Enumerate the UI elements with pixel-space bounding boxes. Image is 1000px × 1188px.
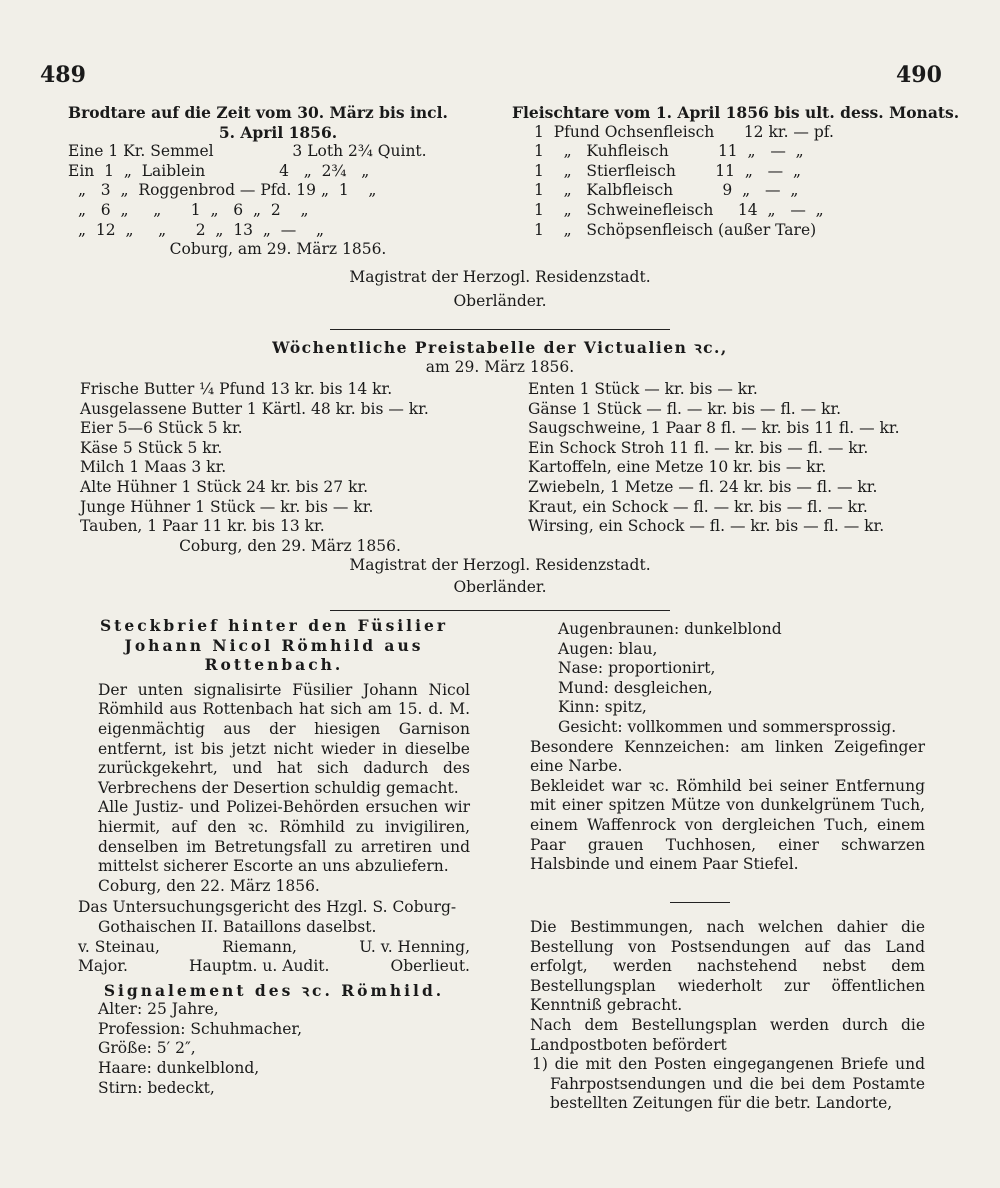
price-item: Saugschweine, 1 Paar 8 fl. — kr. bis 11 fl. — kr.	[528, 419, 900, 438]
price-table-title: Wöchentliche Preistabelle der Victualien ꝛc.,	[272, 338, 728, 357]
price-place-date: Coburg, den 29. März 1856.	[179, 536, 401, 555]
signalement-item: Augenbraunen: dunkelblond	[558, 620, 782, 638]
signalement-item: Gesicht: vollkommen und sommersprossig.	[558, 717, 897, 736]
warrant-place-date: Coburg, den 22. März 1856.	[98, 876, 320, 895]
signatory-rank: Major.	[78, 957, 128, 976]
bread-place-date: Coburg, am 29. März 1856.	[169, 240, 387, 259]
signalement-title: Signalement des ꝛc. Römhild.	[103, 980, 445, 1000]
price-item: Wirsing, ein Schock — fl. — kr. bis — fl. — kr.	[528, 517, 885, 536]
bread-row: „ 6 „ „ 1 „ 6 „ 2 „	[78, 200, 309, 219]
meat-row: 1 „ Kuhfleisch 11 „ — „	[534, 142, 804, 161]
signalement-item: Mund: desgleichen,	[558, 678, 713, 697]
signalement-item: Kinn: spitz,	[558, 698, 647, 717]
bread-title: Brodtare auf die Zeit vom 30. März bis incl.	[68, 103, 448, 122]
signatory-rank: Oberlieut.	[390, 957, 470, 976]
signatory-name: v. Steinau,	[78, 937, 160, 956]
bread-subtitle: 5. April 1856.	[218, 122, 338, 142]
clothing-description: Bekleidet war ꝛc. Römhild bei seiner Entfernung mit einer spitzen Mütze von dunkelgrünem Tuch, einem Waffenrock von dergleichen Tuch, einem Paar grauen Tuchhosen, einer schwarzen Halsbinde und einem Paar Stiefel.	[530, 776, 925, 874]
price-list-left	[80, 380, 500, 556]
meat-row: 1 Pfund Ochsenfleisch 12 kr. — pf.	[534, 122, 834, 141]
price-item: Käse 5 Stück 5 kr.	[80, 438, 223, 457]
page-number-right: 490	[896, 62, 942, 88]
warrant-right-column	[510, 620, 925, 875]
signalement-item: Alter: 25 Jahre,	[98, 1000, 219, 1019]
oberlaender-signature-2: Oberländer.	[453, 578, 547, 596]
court-name: Gothaischen II. Bataillons daselbst.	[98, 917, 377, 936]
price-item: Ein Schock Stroh 11 fl. — kr. bis — fl. — kr.	[528, 438, 869, 457]
short-divider	[670, 902, 730, 903]
bread-row: Eine 1 Kr. Semmel 3 Loth 2¾ Quint.	[68, 142, 427, 161]
price-item: Milch 1 Maas 3 kr.	[80, 458, 227, 477]
price-item: Gänse 1 Stück — fl. — kr. bis — fl. — kr.	[528, 399, 842, 418]
price-item: Frische Butter ¼ Pfund 13 kr. bis 14 kr.	[80, 380, 393, 398]
price-item: Kraut, ein Schock — fl. — kr. bis — fl. — kr.	[528, 497, 868, 516]
signatory-rank: Hauptm. u. Audit.	[188, 957, 330, 976]
magistrat-signature-1: Magistrat der Herzogl. Residenzstadt.	[349, 268, 651, 286]
signalement-item: Stirn: bedeckt,	[98, 1078, 215, 1097]
special-marks: Besondere Kennzeichen: am linken Zeigefinger eine Narbe.	[530, 737, 925, 776]
signalement-item: Profession: Schuhmacher,	[98, 1019, 303, 1038]
page-number-left: 489	[40, 62, 86, 88]
price-item: Alte Hühner 1 Stück 24 kr. bis 27 kr.	[80, 477, 369, 496]
signatory-name: U. v. Henning,	[359, 937, 470, 956]
signalement-item: Augen: blau,	[558, 639, 658, 658]
warrant-title: Steckbrief hinter den Füsilier	[99, 616, 448, 635]
warrant-paragraph: Alle Justiz- und Polizei-Behörden ersuchen wir hiermit, auf den ꝛc. Römhild zu invigiliren, denselben im Betretungsfall zu arretiren und mittelst sicherer Escorte an uns abzuliefern.	[98, 798, 470, 876]
price-item: Junge Hühner 1 Stück — kr. bis — kr.	[80, 497, 374, 516]
price-item: Ausgelassene Butter 1 Kärtl. 48 kr. bis — kr.	[80, 399, 429, 418]
meat-row: 1 „ Stierfleisch 11 „ — „	[534, 161, 802, 180]
signatory-names	[78, 938, 470, 958]
meat-row: 1 „ Kalbfleisch 9 „ — „	[534, 181, 799, 200]
signatory-ranks	[78, 957, 470, 977]
magistrat-signature-2: Magistrat der Herzogl. Residenzstadt.	[349, 556, 651, 574]
post-paragraph: Die Bestimmungen, nach welchen dahier die Bestellung von Postsendungen auf das Land erfolgt, werden nachstehend nebst dem Bestellungsplan wiederholt zur öffentlichen Kenntniß gebracht.	[530, 918, 925, 1015]
signalement-item: Haare: dunkelblond,	[98, 1059, 260, 1078]
warrant-title: Rottenbach.	[204, 655, 344, 675]
price-table-date: am 29. März 1856.	[425, 358, 575, 376]
bread-tariff	[68, 103, 488, 260]
signatory-name: Riemann,	[222, 937, 297, 956]
post-item: 1) die mit den Posten eingegangenen Briefe und Fahrpostsendungen und die bei dem Postamte bestellten Zeitungen für die betr. Landorte,	[532, 1055, 925, 1113]
warrant-paragraph: Der unten signalisirte Füsilier Johann Nicol Römhild aus Rottenbach hat sich am 15. d. M. eigenmächtig aus der hiesigen Garnison entfernt, ist bis jetzt nicht wieder in dieselbe zurückgekehrt, und hat sich dadurch des Verbrechens der Desertion schuldig gemacht.	[98, 680, 470, 797]
section-divider	[330, 329, 670, 330]
signalement-item: Größe: 5′ 2″,	[98, 1039, 196, 1058]
bread-row: Ein 1 „ Laiblein 4 „ 2¾ „	[68, 161, 370, 180]
post-notice	[510, 918, 925, 1114]
court-name: Das Untersuchungsgericht des Hzgl. S. Coburg-	[78, 898, 457, 917]
warrant-left-column	[78, 616, 470, 1098]
post-paragraph: Nach dem Bestellungsplan werden durch die Landpostboten befördert	[530, 1015, 925, 1054]
meat-row: 1 „ Schöpsenfleisch (außer Tare)	[534, 220, 817, 239]
signalement-item: Nase: proportionirt,	[558, 659, 716, 678]
price-item: Enten 1 Stück — kr. bis — kr.	[528, 380, 758, 398]
meat-title: Fleischtare vom 1. April 1856 bis ult. dess. Monats.	[512, 103, 960, 122]
price-list-right	[528, 380, 948, 537]
price-item: Kartoffeln, eine Metze 10 kr. bis — kr.	[528, 458, 827, 477]
section-divider	[330, 610, 670, 611]
oberlaender-signature-1: Oberländer.	[453, 292, 547, 310]
bread-row: „ 3 „ Roggenbrod — Pfd. 19 „ 1 „	[78, 181, 377, 200]
meat-row: 1 „ Schweinefleisch 14 „ — „	[534, 200, 824, 219]
warrant-title: Johann Nicol Römhild aus	[124, 635, 424, 655]
price-item: Eier 5—6 Stück 5 kr.	[80, 419, 243, 438]
meat-tariff	[512, 103, 960, 240]
price-item: Zwiebeln, 1 Metze — fl. 24 kr. bis — fl. — kr.	[528, 477, 878, 496]
bread-row: „ 12 „ „ 2 „ 13 „ — „	[78, 220, 325, 239]
price-item: Tauben, 1 Paar 11 kr. bis 13 kr.	[80, 517, 325, 536]
